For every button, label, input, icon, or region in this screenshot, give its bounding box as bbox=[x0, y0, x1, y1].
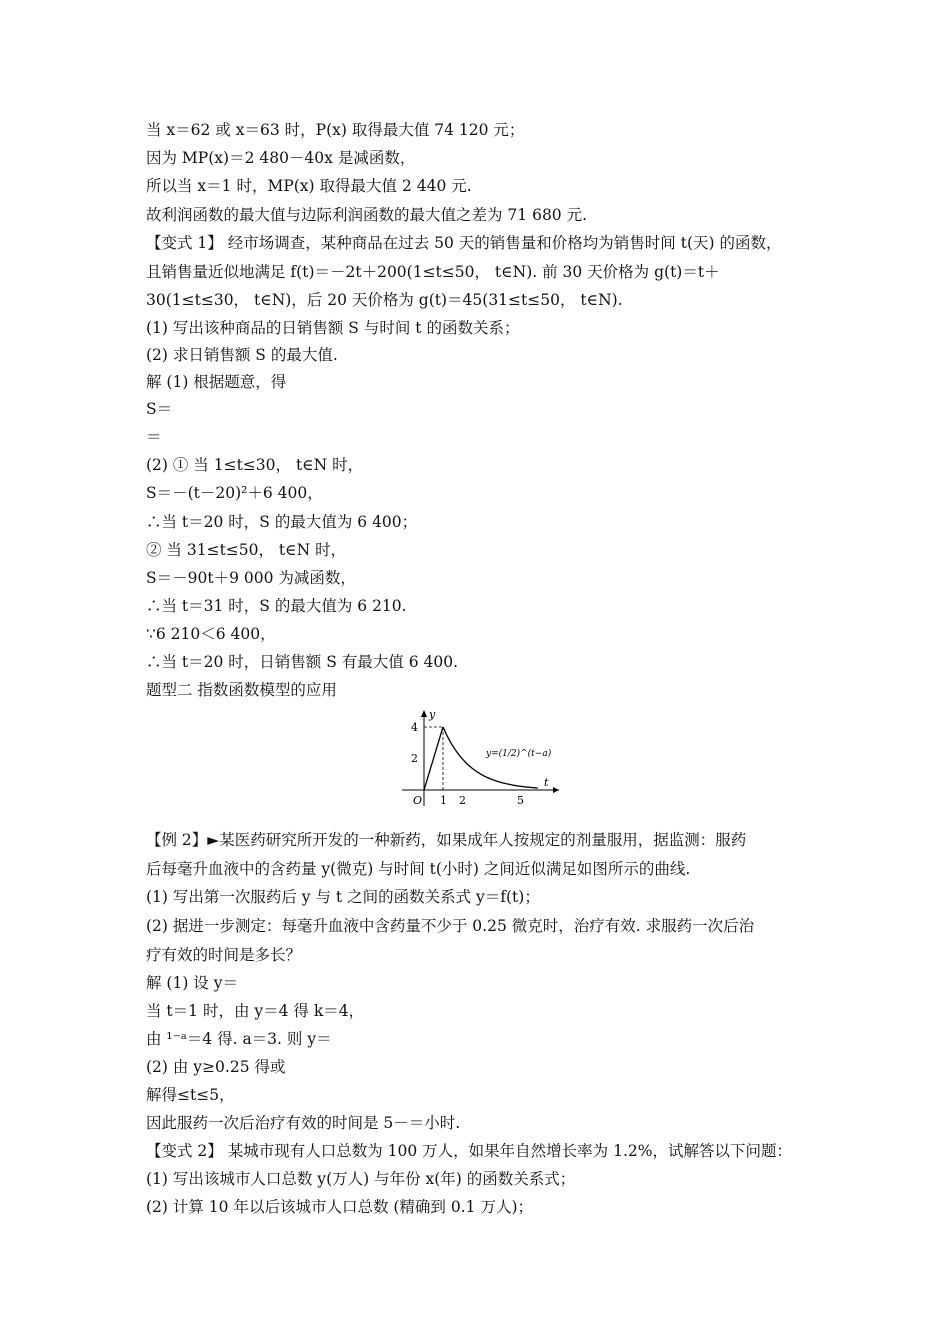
text-line: 且销售量近似地满足 f(t)＝－2t＋200(1≤t≤50， t∈N). 前 30 天价格为 g(t)＝t＋ bbox=[146, 263, 720, 281]
text-line: 当 x＝62 或 x＝63 时，P(x) 取得最大值 74 120 元； bbox=[146, 121, 525, 139]
text-line: (1) 写出第一次服药后 y 与 t 之间的函数关系式 y＝f(t)； bbox=[146, 888, 540, 906]
y-tick-label: 4 bbox=[411, 721, 418, 734]
x-tick-label: 1 bbox=[440, 794, 447, 807]
section-heading: 题型二 指数函数模型的应用 bbox=[146, 681, 337, 699]
text-line: (2) 据进一步测定：每毫升血液中含药量不少于 0.25 微克时，治疗有效. 求服药一次后治 bbox=[146, 917, 755, 935]
rising-segment bbox=[424, 727, 443, 790]
x-axis-label: t bbox=[544, 776, 549, 789]
y-axis-arrow bbox=[421, 710, 427, 717]
text-line: 【变式 2】 某城市现有人口总数为 100 万人，如果年自然增长率为 1.2%，试解答以下问题： bbox=[146, 1142, 792, 1160]
text-line: (1) 写出该城市人口总数 y(万人) 与年份 x(年) 的函数关系式； bbox=[146, 1170, 576, 1188]
text-line: (2) 求日销售额 S 的最大值. bbox=[146, 346, 338, 364]
text-line: 【例 2】►某医药研究所开发的一种新药，如果成年人按规定的剂量服用，据监测：服药 bbox=[146, 831, 747, 849]
text-line: 所以当 x＝1 时，MP(x) 取得最大值 2 440 元. bbox=[146, 177, 472, 195]
y-tick-label: 2 bbox=[411, 752, 418, 765]
text-line: 因此服药一次后治疗有效的时间是 5－＝小时. bbox=[146, 1114, 461, 1132]
x-tick-label: 2 bbox=[459, 794, 466, 807]
text-line: ∵6 210＜6 400， bbox=[146, 625, 276, 643]
text-line: 故利润函数的最大值与边际利润函数的最大值之差为 71 680 元. bbox=[146, 206, 588, 224]
text-line: 【变式 1】 经市场调查，某种商品在过去 50 天的销售量和价格均为销售时间 t(天) 的函数， bbox=[146, 234, 782, 252]
text-line: (2) 由 y≥0.25 得或 bbox=[146, 1058, 286, 1076]
text-line: ∴当 t＝31 时，S 的最大值为 6 210. bbox=[146, 597, 407, 615]
x-axis-arrow bbox=[553, 787, 559, 793]
text-line: ＝ bbox=[146, 428, 162, 446]
text-line: ∴当 t＝20 时，S 的最大值为 6 400； bbox=[146, 513, 418, 531]
text-line: S＝－90t＋9 000 为减函数， bbox=[146, 569, 356, 587]
curve-label: y=(1/2)^(t−a) bbox=[486, 749, 552, 759]
text-line: 由 ¹⁻ᵃ＝4 得. a＝3. 则 y＝ bbox=[146, 1030, 332, 1048]
text-line: 解 (1) 根据题意，得 bbox=[146, 373, 287, 391]
text-line: 解 (1) 设 y＝ bbox=[146, 974, 238, 992]
text-line: 因为 MP(x)＝2 480－40x 是减函数， bbox=[146, 149, 416, 167]
text-line: 当 t＝1 时，由 y＝4 得 k＝4， bbox=[146, 1002, 365, 1020]
graph-svg bbox=[394, 708, 564, 810]
text-line: (1) 写出该种商品的日销售额 S 与时间 t 的函数关系； bbox=[146, 319, 520, 337]
text-line: S＝ bbox=[146, 400, 173, 418]
decay-graph bbox=[394, 708, 564, 810]
text-line: (2) ① 当 1≤t≤30， t∈N 时， bbox=[146, 456, 364, 474]
text-line: S＝－(t－20)²＋6 400， bbox=[146, 484, 323, 502]
origin-label: O bbox=[413, 794, 423, 807]
text-line: 解得≤t≤5， bbox=[146, 1086, 235, 1104]
text-line: 后每毫升血液中的含药量 y(微克) 与时间 t(小时) 之间近似满足如图所示的曲线. bbox=[146, 860, 691, 878]
x-tick-label: 5 bbox=[517, 794, 524, 807]
text-line: 30(1≤t≤30， t∈N)，后 20 天价格为 g(t)＝45(31≤t≤50， t∈N). bbox=[146, 291, 623, 309]
text-line: (2) 计算 10 年以后该城市人口总数 (精确到 0.1 万人)； bbox=[146, 1198, 533, 1216]
y-axis-label: y bbox=[429, 708, 436, 721]
text-line: ∴当 t＝20 时，日销售额 S 有最大值 6 400. bbox=[146, 653, 459, 671]
text-line: ② 当 31≤t≤50， t∈N 时， bbox=[146, 541, 347, 559]
text-line: 疗有效的时间是多长？ bbox=[146, 946, 302, 964]
